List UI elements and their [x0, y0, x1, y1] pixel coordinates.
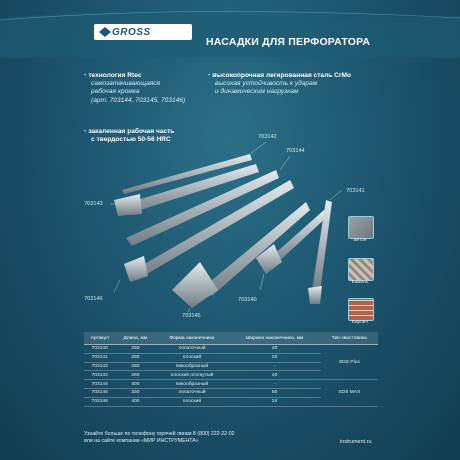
feature-desc: (арт. 703144, 703145, 703146)	[91, 96, 186, 104]
col-header: Длина, мм	[115, 332, 155, 345]
feature-desc: самозатачивающаяся	[91, 80, 161, 88]
cell-length: 250	[115, 353, 155, 362]
stone-swatch	[348, 258, 374, 281]
tool-code: 703146	[84, 296, 103, 302]
bullet-icon: •	[208, 72, 211, 79]
footer-line: Узнайте больше по телефону горячей линии 8 (800) 222-22-02	[84, 431, 235, 437]
tool-code: 703141	[346, 188, 365, 194]
cell-article: 703140	[84, 345, 115, 354]
cell-width: 40	[229, 371, 321, 380]
feature-steel	[208, 72, 378, 97]
tool-code: 703140	[238, 297, 257, 303]
concrete-swatch	[348, 216, 374, 239]
header-band	[0, 0, 460, 58]
feature-title: технология Rtec	[88, 72, 142, 79]
cell-shape: плоский	[155, 353, 228, 362]
feature-desc: рабочая кромка	[91, 88, 140, 96]
brick-swatch	[348, 298, 374, 321]
col-header: Артикул	[84, 332, 115, 345]
website-link[interactable]: instrument.ru	[340, 439, 372, 445]
cell-width: 20	[229, 353, 321, 362]
cell-length: 250	[115, 362, 155, 371]
cell-article: 703141	[84, 353, 115, 362]
cell-shank: SDS MAX	[321, 380, 378, 406]
cell-length: 250	[115, 345, 155, 354]
col-header: Тип хвостовика	[321, 332, 378, 345]
cell-width: -	[229, 362, 321, 371]
cell-article: 703144	[84, 380, 115, 389]
material-label: Кирпич	[352, 320, 368, 325]
table-row	[84, 380, 378, 389]
feature-self-sharpening	[84, 72, 204, 105]
feature-desc: высокая устойчивость к ударам	[215, 80, 318, 88]
cell-article: 703142	[84, 362, 115, 371]
feature-desc: и динамическим нагрузкам	[215, 88, 299, 96]
bullet-icon: •	[84, 128, 87, 135]
footer-line: или на сайте компании «МИР ИНСТРУМЕНТА»	[84, 438, 199, 444]
cell-shape: пикообразный	[155, 362, 228, 371]
cell-shape: плоский отогнутый	[155, 371, 228, 380]
logo-mark-icon	[98, 26, 112, 38]
cell-shank: SDS Plus	[321, 345, 378, 380]
cell-length: 260	[115, 371, 155, 380]
cell-shape: лопаточный	[155, 345, 228, 354]
tools-illustration	[80, 140, 360, 330]
page-title: НАСАДКИ ДЛЯ ПЕРФОРАТОРА	[206, 36, 371, 48]
cell-shape: пикообразный	[155, 380, 228, 389]
tool-code: 703144	[286, 148, 305, 154]
feature-title: закаленная рабочая часть	[88, 128, 175, 135]
material-label: Камень	[351, 280, 369, 285]
logo-text: GROSS	[112, 26, 151, 38]
tool-code: 703145	[182, 313, 201, 319]
table-header-row	[84, 332, 378, 345]
tool-code: 703143	[84, 201, 103, 207]
cell-article: 703145	[84, 388, 115, 397]
col-header: Форма наконечника	[155, 332, 228, 345]
col-header: Ширина наконечника, мм	[229, 332, 321, 345]
cell-article: 703143	[84, 371, 115, 380]
cell-width: 50	[229, 388, 321, 397]
footer-contact	[84, 431, 235, 445]
spec-table	[84, 332, 378, 407]
cell-width: 40	[229, 345, 321, 354]
cell-width: -	[229, 380, 321, 389]
tool-code: 703142	[258, 134, 277, 140]
cell-shape: лопаточный	[155, 388, 228, 397]
cell-article: 703146	[84, 397, 115, 406]
cell-length: 330	[115, 388, 155, 397]
brand-logo	[94, 24, 192, 40]
cell-length: 400	[115, 380, 155, 389]
feature-title: высокопрочная легированная сталь CrMo	[212, 72, 352, 79]
table-row	[84, 345, 378, 354]
feature-title-line2: с твердостью 50-56 HRC	[91, 136, 171, 144]
cell-shape: плоский	[155, 397, 228, 406]
bullet-icon: •	[84, 72, 87, 79]
material-label: Бетон	[353, 238, 367, 243]
cell-length: 400	[115, 397, 155, 406]
cell-width: 24	[229, 397, 321, 406]
